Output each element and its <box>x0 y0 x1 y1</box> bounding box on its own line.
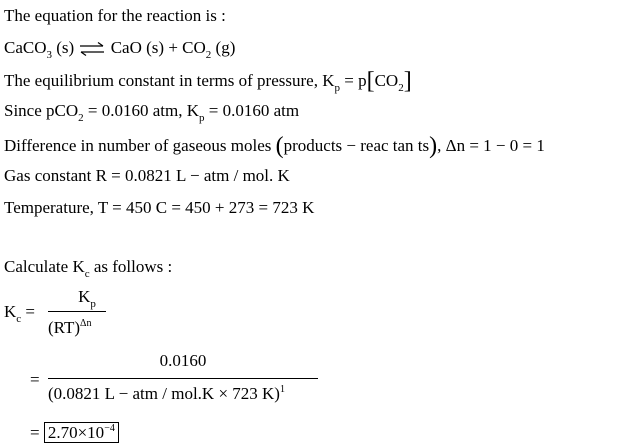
kp-species-subscript: 2 <box>398 82 404 94</box>
calculate-rest: as follows : <box>89 257 173 276</box>
equals-sign-1: = <box>25 302 36 321</box>
calculate-line <box>4 257 172 279</box>
product2-state: (g) <box>215 38 236 57</box>
since-subscript: 2 <box>78 112 84 124</box>
numerator-subscript: p <box>90 298 96 310</box>
fraction-2-denominator <box>48 384 328 404</box>
reactant-state: (s) <box>56 38 75 57</box>
equals-2: = <box>30 370 40 389</box>
product1-formula: CaO <box>110 38 142 57</box>
fraction-1-numerator <box>62 287 112 310</box>
reactant-subscript: 3 <box>46 49 52 61</box>
intro-line <box>4 6 226 26</box>
kc-subscript: c <box>16 313 22 325</box>
temperature-text: Temperature, T = 450 C = 450 + 273 = 723 K <box>4 198 315 217</box>
kp-equals: = p <box>339 71 367 90</box>
right-bracket: ] <box>403 68 412 94</box>
equals-sign-2 <box>30 370 40 390</box>
fraction-bar-2 <box>48 378 318 379</box>
plus-sign: + <box>168 38 178 57</box>
kc-symbol: K <box>4 302 17 321</box>
calculate-text: Calculate K <box>4 257 85 276</box>
kp-definition <box>4 69 412 93</box>
product2-subscript: 2 <box>205 49 212 61</box>
fraction-bar-1 <box>48 311 106 312</box>
intro-text: The equation for the reaction is : <box>4 6 226 25</box>
denominator-value: (0.0821 L − atm / mol.K × 723 K) <box>48 384 280 403</box>
since-value: = 0.0160 atm, K <box>83 101 199 120</box>
delta-n-text: Difference in number of gaseous moles <box>4 136 272 155</box>
equilibrium-arrows-icon <box>79 42 105 56</box>
left-bracket: [ <box>366 68 375 94</box>
numerator-k: K <box>78 287 91 306</box>
product1-state: (s) <box>146 38 165 57</box>
gas-constant-line <box>4 166 290 186</box>
delta-n-line <box>4 133 545 159</box>
equals-3: = <box>30 423 40 442</box>
fraction-2-numerator <box>48 351 318 371</box>
product2-formula: CO <box>182 38 206 57</box>
kp-species: CO <box>374 71 399 90</box>
kp-definition-text: The equilibrium constant in terms of pressure, K <box>4 71 335 90</box>
delta-n-equation: , Δn = 1 − 0 = 1 <box>437 136 545 155</box>
since-kp-subscript: p <box>199 112 205 124</box>
denominator-exponent: Δn <box>80 318 92 329</box>
denominator-rt: (RT) <box>48 318 81 337</box>
result-box <box>44 422 119 443</box>
numerator-value: 0.0160 <box>159 351 207 370</box>
left-paren: ( <box>275 133 284 159</box>
since-line <box>4 101 299 123</box>
kc-label <box>4 302 35 324</box>
reactant-formula: CaCO <box>4 38 47 57</box>
kp-subscript: p <box>334 82 340 94</box>
reaction-equation <box>4 38 235 60</box>
since-kp-value: = 0.0160 atm <box>204 101 300 120</box>
delta-n-paren-text: products − reac tan ts <box>283 136 430 155</box>
result-value: 2.70×10 <box>47 423 105 442</box>
calculate-subscript: c <box>84 268 90 280</box>
fraction-1-denominator <box>48 318 110 338</box>
gas-constant-text: Gas constant R = 0.0821 L − atm / mol. K <box>4 166 290 185</box>
denominator-exponent-2: 1 <box>279 384 285 395</box>
result-line <box>30 423 119 446</box>
right-paren: ) <box>429 133 438 159</box>
temperature-line <box>4 198 314 218</box>
result-exponent: −4 <box>104 423 115 434</box>
since-text: Since pCO <box>4 101 79 120</box>
